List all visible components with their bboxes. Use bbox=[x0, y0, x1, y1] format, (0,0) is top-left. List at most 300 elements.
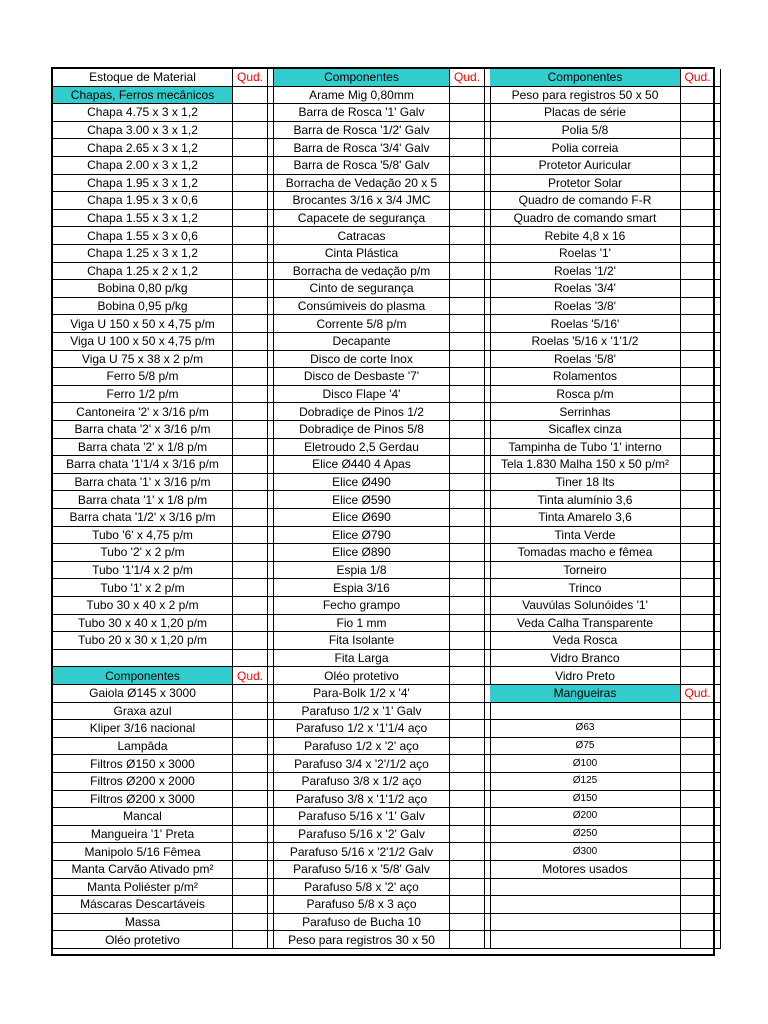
item-name: Parafuso 3/8 x '1'1/2 aço bbox=[274, 791, 450, 809]
column-gap bbox=[715, 298, 721, 316]
qty-cell[interactable] bbox=[233, 544, 268, 562]
qty-cell[interactable] bbox=[450, 791, 485, 809]
qty-cell[interactable] bbox=[233, 579, 268, 597]
item-name: Tubo '2' x 2 p/m bbox=[53, 544, 233, 562]
qty-cell[interactable] bbox=[233, 139, 268, 157]
item-name: Chapa 1.55 x 3 x 0,6 bbox=[53, 227, 233, 245]
column-gap bbox=[715, 773, 721, 791]
componentes-header: Componentes bbox=[490, 69, 681, 87]
item-name: Brocantes 3/16 x 3/4 JMC bbox=[274, 192, 450, 210]
qty-cell[interactable] bbox=[681, 421, 715, 439]
section-chapas-header: Chapas, Ferros mecânicos bbox=[53, 87, 233, 105]
qty-cell[interactable] bbox=[233, 403, 268, 421]
item-name: Rosca p/m bbox=[490, 386, 681, 404]
item-name: Parafuso 3/8 x 1/2 aço bbox=[274, 773, 450, 791]
qty-cell[interactable] bbox=[450, 439, 485, 457]
qty-cell[interactable] bbox=[681, 175, 715, 193]
item-name: Polia correia bbox=[490, 139, 681, 157]
column-gap bbox=[715, 104, 721, 122]
column-gap bbox=[715, 122, 721, 140]
qty-cell[interactable] bbox=[450, 368, 485, 386]
item-name: Chapa 1.95 x 3 x 0,6 bbox=[53, 192, 233, 210]
item-name: Manipolo 5/16 Fêmea bbox=[53, 843, 233, 861]
qty-cell[interactable] bbox=[681, 491, 715, 509]
item-name: Borracha de Vedação 20 x 5 bbox=[274, 175, 450, 193]
item-name: Ø125 bbox=[490, 773, 681, 791]
item-name: Polia 5/8 bbox=[490, 122, 681, 140]
qty-cell[interactable] bbox=[233, 755, 268, 773]
column-gap bbox=[715, 562, 721, 580]
item-name: Parafuso 1/2 x '1'1/4 aço bbox=[274, 720, 450, 738]
item-name: Massa bbox=[53, 914, 233, 932]
qty-cell[interactable]: Qud. bbox=[233, 667, 268, 685]
qty-cell[interactable] bbox=[233, 720, 268, 738]
item-name: Chapa 1.95 x 3 x 1,2 bbox=[53, 175, 233, 193]
qty-cell[interactable] bbox=[233, 773, 268, 791]
qty-cell[interactable] bbox=[681, 615, 715, 633]
item-name: Manta Carvão Ativado pm² bbox=[53, 861, 233, 879]
item-name: Graxa azul bbox=[53, 703, 233, 721]
item-name: Tinta alumínio 3,6 bbox=[490, 491, 681, 509]
qty-cell[interactable] bbox=[233, 386, 268, 404]
item-name: Mancal bbox=[53, 808, 233, 826]
item-name: Protetor Solar bbox=[490, 175, 681, 193]
qty-cell[interactable] bbox=[681, 773, 715, 791]
item-name: Filtros Ø200 x 3000 bbox=[53, 791, 233, 809]
qty-cell[interactable] bbox=[233, 738, 268, 756]
item-name: Serrinhas bbox=[490, 403, 681, 421]
qty-cell[interactable]: Qud. bbox=[681, 685, 715, 703]
qty-cell[interactable] bbox=[233, 245, 268, 263]
qty-cell[interactable] bbox=[681, 122, 715, 140]
item-name: Parafuso 5/16 x '5/8' Galv bbox=[274, 861, 450, 879]
column-gap bbox=[715, 791, 721, 809]
column-gap bbox=[715, 280, 721, 298]
componentes-header: Componentes bbox=[274, 69, 450, 87]
column-gap bbox=[715, 632, 721, 650]
qty-cell[interactable] bbox=[681, 474, 715, 492]
item-name: Ferro 5/8 p/m bbox=[53, 368, 233, 386]
qty-cell[interactable] bbox=[233, 808, 268, 826]
qty-cell[interactable] bbox=[450, 527, 485, 545]
qty-cell[interactable] bbox=[681, 861, 715, 879]
column-gap bbox=[715, 87, 721, 105]
column-gap bbox=[715, 263, 721, 281]
item-name: Barra de Rosca '5/8' Galv bbox=[274, 157, 450, 175]
qty-cell[interactable] bbox=[233, 351, 268, 369]
column-gap bbox=[715, 227, 721, 245]
item-name: Eletroudo 2,5 Gerdau bbox=[274, 439, 450, 457]
item-name: Barra chata '1/2' x 3/16 p/m bbox=[53, 509, 233, 527]
item-name: Ø300 bbox=[490, 843, 681, 861]
qty-cell[interactable] bbox=[681, 263, 715, 281]
item-name: Capacete de segurança bbox=[274, 210, 450, 228]
qty-cell[interactable] bbox=[681, 579, 715, 597]
item-name: Tiner 18 lts bbox=[490, 474, 681, 492]
qty-cell[interactable] bbox=[233, 527, 268, 545]
item-name: Peso para registros 30 x 50 bbox=[274, 931, 450, 949]
qty-cell[interactable] bbox=[233, 826, 268, 844]
qty-cell[interactable] bbox=[450, 157, 485, 175]
section-componentes-header: Componentes bbox=[53, 667, 233, 685]
column-gap bbox=[715, 386, 721, 404]
item-name: Trinco bbox=[490, 579, 681, 597]
item-name: Cinto de segurança bbox=[274, 280, 450, 298]
item-name: Barra chata '2' x 1/8 p/m bbox=[53, 439, 233, 457]
column-gap bbox=[715, 879, 721, 897]
item-name: Arame Mig 0,80mm bbox=[274, 87, 450, 105]
qty-cell[interactable] bbox=[233, 122, 268, 140]
qty-cell[interactable] bbox=[233, 703, 268, 721]
item-name: Fita Isolante bbox=[274, 632, 450, 650]
column-gap bbox=[715, 351, 721, 369]
qty-cell[interactable] bbox=[681, 720, 715, 738]
qty-cell[interactable] bbox=[450, 562, 485, 580]
qty-cell[interactable] bbox=[450, 351, 485, 369]
item-name: Roelas '1/2' bbox=[490, 263, 681, 281]
item-name: Rebite 4,8 x 16 bbox=[490, 227, 681, 245]
qty-cell[interactable] bbox=[450, 210, 485, 228]
qty-cell[interactable] bbox=[450, 773, 485, 791]
column-gap bbox=[715, 421, 721, 439]
column-gap bbox=[715, 597, 721, 615]
qty-cell[interactable] bbox=[681, 879, 715, 897]
qty-cell[interactable] bbox=[233, 615, 268, 633]
column-gap bbox=[715, 685, 721, 703]
qty-cell[interactable] bbox=[450, 263, 485, 281]
item-name: Parafuso 5/8 x '2' aço bbox=[274, 879, 450, 897]
item-name: Tomadas macho e fêmea bbox=[490, 544, 681, 562]
qty-cell[interactable] bbox=[450, 474, 485, 492]
qty-cell[interactable] bbox=[450, 914, 485, 932]
qty-cell[interactable] bbox=[681, 87, 715, 105]
item-name: Espia 3/16 bbox=[274, 579, 450, 597]
qty-cell[interactable] bbox=[233, 879, 268, 897]
qty-cell[interactable] bbox=[450, 87, 485, 105]
item-name: Barra de Rosca '1/2' Galv bbox=[274, 122, 450, 140]
qty-cell[interactable] bbox=[681, 227, 715, 245]
item-name: Barra chata '2' x 3/16 p/m bbox=[53, 421, 233, 439]
item-name: Corrente 5/8 p/m bbox=[274, 315, 450, 333]
item-name: Manta Poliéster p/m² bbox=[53, 879, 233, 897]
column-gap bbox=[715, 509, 721, 527]
column-gap bbox=[715, 808, 721, 826]
qty-cell[interactable] bbox=[233, 421, 268, 439]
item-name: Roelas '3/4' bbox=[490, 280, 681, 298]
qty-cell[interactable] bbox=[233, 280, 268, 298]
qty-cell[interactable] bbox=[681, 738, 715, 756]
column-gap bbox=[715, 368, 721, 386]
column-gap bbox=[715, 527, 721, 545]
qty-cell[interactable] bbox=[233, 263, 268, 281]
qty-cell[interactable] bbox=[233, 896, 268, 914]
qty-cell[interactable] bbox=[233, 192, 268, 210]
qty-cell[interactable] bbox=[450, 245, 485, 263]
qty-cell[interactable] bbox=[450, 685, 485, 703]
qty-cell[interactable]: Qud. bbox=[233, 69, 268, 87]
qty-cell[interactable] bbox=[681, 192, 715, 210]
qty-cell[interactable] bbox=[233, 456, 268, 474]
qty-cell[interactable] bbox=[233, 474, 268, 492]
qty-cell[interactable] bbox=[233, 368, 268, 386]
qty-cell[interactable] bbox=[681, 914, 715, 932]
item-name: Viga U 150 x 50 x 4,75 p/m bbox=[53, 315, 233, 333]
qty-cell[interactable] bbox=[233, 439, 268, 457]
qty-cell[interactable] bbox=[450, 227, 485, 245]
item-name: Oléo protetivo bbox=[53, 931, 233, 949]
qty-cell[interactable] bbox=[681, 791, 715, 809]
qty-cell[interactable] bbox=[233, 597, 268, 615]
qty-cell[interactable] bbox=[233, 791, 268, 809]
qty-cell[interactable] bbox=[450, 175, 485, 193]
item-name: Viga U 100 x 50 x 4,75 p/m bbox=[53, 333, 233, 351]
qty-cell[interactable] bbox=[450, 579, 485, 597]
item-name: Fita Larga bbox=[274, 650, 450, 668]
qty-cell[interactable] bbox=[681, 755, 715, 773]
qty-cell[interactable] bbox=[233, 87, 268, 105]
qty-cell[interactable] bbox=[450, 879, 485, 897]
qty-cell[interactable] bbox=[233, 298, 268, 316]
item-name: Roelas '5/16 x '1'1/2 bbox=[490, 333, 681, 351]
qty-cell[interactable] bbox=[450, 861, 485, 879]
qty-cell[interactable] bbox=[233, 491, 268, 509]
qty-cell[interactable] bbox=[233, 931, 268, 949]
qty-cell[interactable] bbox=[450, 333, 485, 351]
qty-cell[interactable] bbox=[450, 808, 485, 826]
qty-cell[interactable] bbox=[233, 104, 268, 122]
qty-cell[interactable] bbox=[450, 509, 485, 527]
column-gap bbox=[715, 192, 721, 210]
item-name: Chapa 1.25 x 2 x 1,2 bbox=[53, 263, 233, 281]
item-name: Elice Ø790 bbox=[274, 527, 450, 545]
column-gap bbox=[715, 245, 721, 263]
item-name: Elice Ø890 bbox=[274, 544, 450, 562]
item-name bbox=[490, 896, 681, 914]
item-name: Ø250 bbox=[490, 826, 681, 844]
item-name: Filtros Ø200 x 2000 bbox=[53, 773, 233, 791]
qty-cell[interactable] bbox=[450, 667, 485, 685]
item-name: Barra chata '1' x 1/8 p/m bbox=[53, 491, 233, 509]
column-gap bbox=[715, 456, 721, 474]
item-name: Barra chata '1' x 3/16 p/m bbox=[53, 474, 233, 492]
item-name: Chapa 3.00 x 3 x 1,2 bbox=[53, 122, 233, 140]
qty-cell[interactable] bbox=[681, 544, 715, 562]
qty-cell[interactable] bbox=[450, 456, 485, 474]
qty-cell[interactable] bbox=[681, 843, 715, 861]
qty-cell[interactable] bbox=[233, 315, 268, 333]
section-mangueiras-header: Mangueiras bbox=[490, 685, 681, 703]
qty-cell[interactable] bbox=[450, 280, 485, 298]
item-name: Parafuso 5/16 x '2' Galv bbox=[274, 826, 450, 844]
item-name: Cantoneira '2' x 3/16 p/m bbox=[53, 403, 233, 421]
item-name: Bobina 0,80 p/kg bbox=[53, 280, 233, 298]
qty-cell[interactable] bbox=[681, 351, 715, 369]
item-name bbox=[490, 703, 681, 721]
qty-cell[interactable] bbox=[450, 597, 485, 615]
qty-cell[interactable] bbox=[681, 509, 715, 527]
qty-cell[interactable] bbox=[233, 650, 268, 668]
item-name: Fio 1 mm bbox=[274, 615, 450, 633]
qty-cell[interactable] bbox=[681, 439, 715, 457]
qty-cell[interactable] bbox=[233, 175, 268, 193]
column-gap bbox=[715, 650, 721, 668]
column-gap bbox=[715, 720, 721, 738]
qty-cell[interactable] bbox=[681, 245, 715, 263]
qty-cell[interactable] bbox=[450, 421, 485, 439]
item-name: Tampinha de Tubo '1' interno bbox=[490, 439, 681, 457]
item-name: Mangueira '1' Preta bbox=[53, 826, 233, 844]
item-name: Torneiro bbox=[490, 562, 681, 580]
qty-cell[interactable] bbox=[450, 122, 485, 140]
qty-cell[interactable] bbox=[450, 755, 485, 773]
qty-cell[interactable] bbox=[681, 139, 715, 157]
item-name: Disco de corte Inox bbox=[274, 351, 450, 369]
qty-cell[interactable] bbox=[450, 192, 485, 210]
item-name: Chapa 1.25 x 3 x 1,2 bbox=[53, 245, 233, 263]
qty-cell[interactable] bbox=[681, 315, 715, 333]
item-name: Ø200 bbox=[490, 808, 681, 826]
item-name: Barra chata '1'1/4 x 3/16 p/m bbox=[53, 456, 233, 474]
qty-cell[interactable] bbox=[450, 104, 485, 122]
item-name: Chapa 1.55 x 3 x 1,2 bbox=[53, 210, 233, 228]
qty-cell[interactable] bbox=[233, 562, 268, 580]
item-name: Parafuso 1/2 x '2' aço bbox=[274, 738, 450, 756]
column-gap bbox=[715, 826, 721, 844]
item-name: Elice Ø590 bbox=[274, 491, 450, 509]
item-name: Borracha de vedação p/m bbox=[274, 263, 450, 281]
qty-cell[interactable] bbox=[450, 298, 485, 316]
item-name: Lampâda bbox=[53, 738, 233, 756]
qty-cell[interactable] bbox=[450, 491, 485, 509]
qty-cell[interactable] bbox=[681, 597, 715, 615]
item-name: Máscaras Descartáveis bbox=[53, 896, 233, 914]
qty-cell[interactable] bbox=[450, 843, 485, 861]
column-gap bbox=[715, 157, 721, 175]
item-name: Ø63 bbox=[490, 720, 681, 738]
item-name: Bobina 0,95 p/kg bbox=[53, 298, 233, 316]
sheet-title: Estoque de Material bbox=[53, 69, 233, 87]
item-name: Peso para registros 50 x 50 bbox=[490, 87, 681, 105]
qty-cell[interactable] bbox=[233, 227, 268, 245]
qty-cell[interactable] bbox=[681, 456, 715, 474]
column-gap bbox=[715, 315, 721, 333]
qty-cell[interactable] bbox=[233, 685, 268, 703]
qty-cell[interactable] bbox=[450, 896, 485, 914]
qty-cell[interactable] bbox=[681, 333, 715, 351]
qty-cell[interactable] bbox=[450, 544, 485, 562]
qty-cell[interactable] bbox=[681, 104, 715, 122]
qty-cell[interactable] bbox=[450, 826, 485, 844]
qty-cell[interactable] bbox=[450, 738, 485, 756]
item-name: Quadro de comando smart bbox=[490, 210, 681, 228]
qty-cell[interactable] bbox=[681, 931, 715, 949]
column-gap bbox=[715, 931, 721, 949]
item-name: Parafuso 5/16 x '1' Galv bbox=[274, 808, 450, 826]
inventory-sheet bbox=[51, 67, 715, 956]
qty-cell[interactable] bbox=[233, 333, 268, 351]
qty-cell[interactable] bbox=[450, 403, 485, 421]
qty-cell[interactable] bbox=[233, 210, 268, 228]
qty-cell[interactable] bbox=[681, 826, 715, 844]
qty-cell[interactable] bbox=[233, 632, 268, 650]
qty-cell[interactable] bbox=[681, 808, 715, 826]
item-name: Vidro Preto bbox=[490, 667, 681, 685]
item-name: Protetor Auricular bbox=[490, 157, 681, 175]
qty-cell[interactable]: Qud. bbox=[450, 69, 485, 87]
qty-cell[interactable] bbox=[681, 667, 715, 685]
qty-cell[interactable] bbox=[681, 650, 715, 668]
item-name: Parafuso 5/16 x '2'1/2 Galv bbox=[274, 843, 450, 861]
item-name: Elice Ø690 bbox=[274, 509, 450, 527]
qty-cell[interactable] bbox=[233, 861, 268, 879]
qty-cell[interactable] bbox=[233, 157, 268, 175]
item-name bbox=[490, 879, 681, 897]
column-gap bbox=[715, 69, 721, 87]
item-name: Tubo '1' x 2 p/m bbox=[53, 579, 233, 597]
qty-cell[interactable] bbox=[681, 403, 715, 421]
qty-cell[interactable] bbox=[681, 368, 715, 386]
qty-cell[interactable] bbox=[681, 280, 715, 298]
item-name: Consúmiveis do plasma bbox=[274, 298, 450, 316]
qty-cell[interactable] bbox=[450, 931, 485, 949]
column-gap bbox=[715, 615, 721, 633]
qty-cell[interactable] bbox=[681, 896, 715, 914]
item-name: Chapa 4.75 x 3 x 1,2 bbox=[53, 104, 233, 122]
column-gap bbox=[715, 843, 721, 861]
qty-cell[interactable] bbox=[681, 632, 715, 650]
qty-cell[interactable] bbox=[681, 562, 715, 580]
column-gap bbox=[715, 755, 721, 773]
qty-cell[interactable] bbox=[450, 386, 485, 404]
qty-cell[interactable] bbox=[681, 527, 715, 545]
qty-cell[interactable] bbox=[233, 509, 268, 527]
qty-cell[interactable] bbox=[450, 703, 485, 721]
item-name: Parafuso 3/4 x '2'/1/2 aço bbox=[274, 755, 450, 773]
qty-cell[interactable] bbox=[450, 632, 485, 650]
item-name: Veda Rosca bbox=[490, 632, 681, 650]
qty-cell[interactable] bbox=[681, 157, 715, 175]
item-name: Quadro de comando F-R bbox=[490, 192, 681, 210]
column-gap bbox=[715, 474, 721, 492]
qty-cell[interactable] bbox=[450, 650, 485, 668]
item-name: Roelas '1' bbox=[490, 245, 681, 263]
qty-cell[interactable] bbox=[233, 914, 268, 932]
qty-cell[interactable] bbox=[681, 703, 715, 721]
qty-cell[interactable] bbox=[233, 843, 268, 861]
item-name: Sicaflex cinza bbox=[490, 421, 681, 439]
qty-cell[interactable] bbox=[450, 615, 485, 633]
qty-cell[interactable] bbox=[681, 386, 715, 404]
item-name: Dobradiçe de Pinos 5/8 bbox=[274, 421, 450, 439]
column-gap bbox=[715, 403, 721, 421]
qty-cell[interactable] bbox=[450, 315, 485, 333]
column-gap bbox=[715, 861, 721, 879]
qty-cell[interactable] bbox=[450, 720, 485, 738]
qty-cell[interactable] bbox=[681, 210, 715, 228]
item-name: Tubo '6' x 4,75 p/m bbox=[53, 527, 233, 545]
item-name: Espia 1/8 bbox=[274, 562, 450, 580]
item-name: Parafuso de Bucha 10 bbox=[274, 914, 450, 932]
item-name bbox=[490, 931, 681, 949]
item-name: Kliper 3/16 nacional bbox=[53, 720, 233, 738]
column-gap bbox=[715, 139, 721, 157]
item-name: Roelas '5/8' bbox=[490, 351, 681, 369]
item-name: Tubo '1'1/4 x 2 p/m bbox=[53, 562, 233, 580]
column-gap bbox=[715, 667, 721, 685]
qty-cell[interactable] bbox=[450, 139, 485, 157]
qty-cell[interactable] bbox=[681, 298, 715, 316]
qty-cell[interactable]: Qud. bbox=[681, 69, 715, 87]
